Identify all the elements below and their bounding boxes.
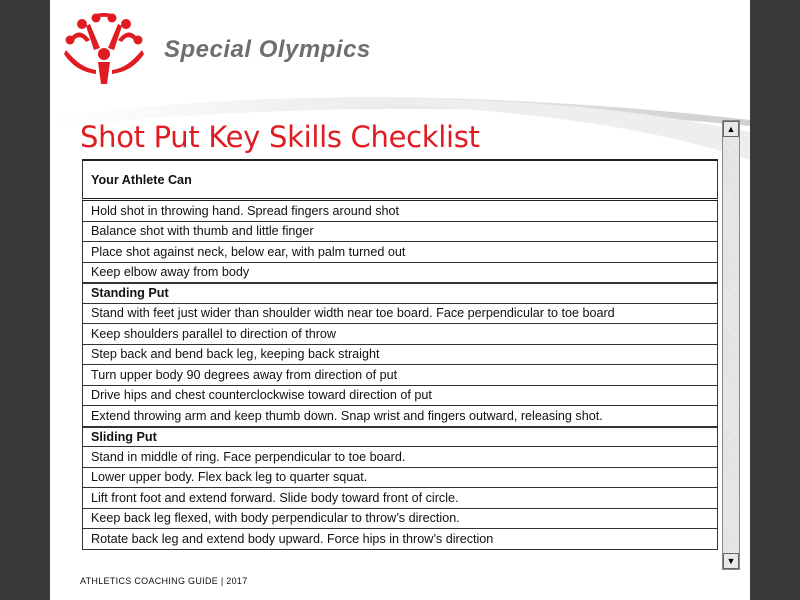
table-row: Keep shoulders parallel to direction of throw <box>82 324 718 345</box>
table-header: Your Athlete Can <box>82 161 718 201</box>
brand-name: Special Olympics <box>164 36 371 63</box>
scroll-up-icon[interactable]: ▲ <box>723 121 739 137</box>
table-row: Keep elbow away from body <box>82 263 718 284</box>
table-row: Extend throwing arm and keep thumb down. Snap wrist and fingers outward, releasing shot. <box>82 406 718 427</box>
table-row: Step back and bend back leg, keeping back straight <box>82 345 718 366</box>
table-row: Stand with feet just wider than shoulder width near toe board. Face perpendicular to toe board <box>82 304 718 325</box>
table-row: Balance shot with thumb and little finger <box>82 222 718 243</box>
skills-checklist-table <box>82 159 718 550</box>
table-section-header: Sliding Put <box>82 427 718 448</box>
table-row: Lift front foot and extend forward. Slide body toward front of circle. <box>82 488 718 509</box>
table-row: Turn upper body 90 degrees away from direction of put <box>82 365 718 386</box>
table-row: Rotate back leg and extend body upward. Force hips in throw’s direction <box>82 529 718 550</box>
table-row: Hold shot in throwing hand. Spread fingers around shot <box>82 201 718 222</box>
document-page <box>50 0 750 600</box>
table-row: Keep back leg flexed, with body perpendicular to throw’s direction. <box>82 509 718 530</box>
table-row: Place shot against neck, below ear, with palm turned out <box>82 242 718 263</box>
scroll-down-icon[interactable]: ▼ <box>723 553 739 569</box>
table-section-header: Standing Put <box>82 283 718 304</box>
page-footer: ATHLETICS COACHING GUIDE | 2017 <box>80 576 248 586</box>
table-row: Drive hips and chest counterclockwise toward direction of put <box>82 386 718 407</box>
page-title: Shot Put Key Skills Checklist <box>80 120 480 154</box>
vertical-scrollbar[interactable] <box>722 120 740 570</box>
special-olympics-logo <box>62 10 146 98</box>
table-row: Stand in middle of ring. Face perpendicular to toe board. <box>82 447 718 468</box>
table-row: Lower upper body. Flex back leg to quarter squat. <box>82 468 718 489</box>
